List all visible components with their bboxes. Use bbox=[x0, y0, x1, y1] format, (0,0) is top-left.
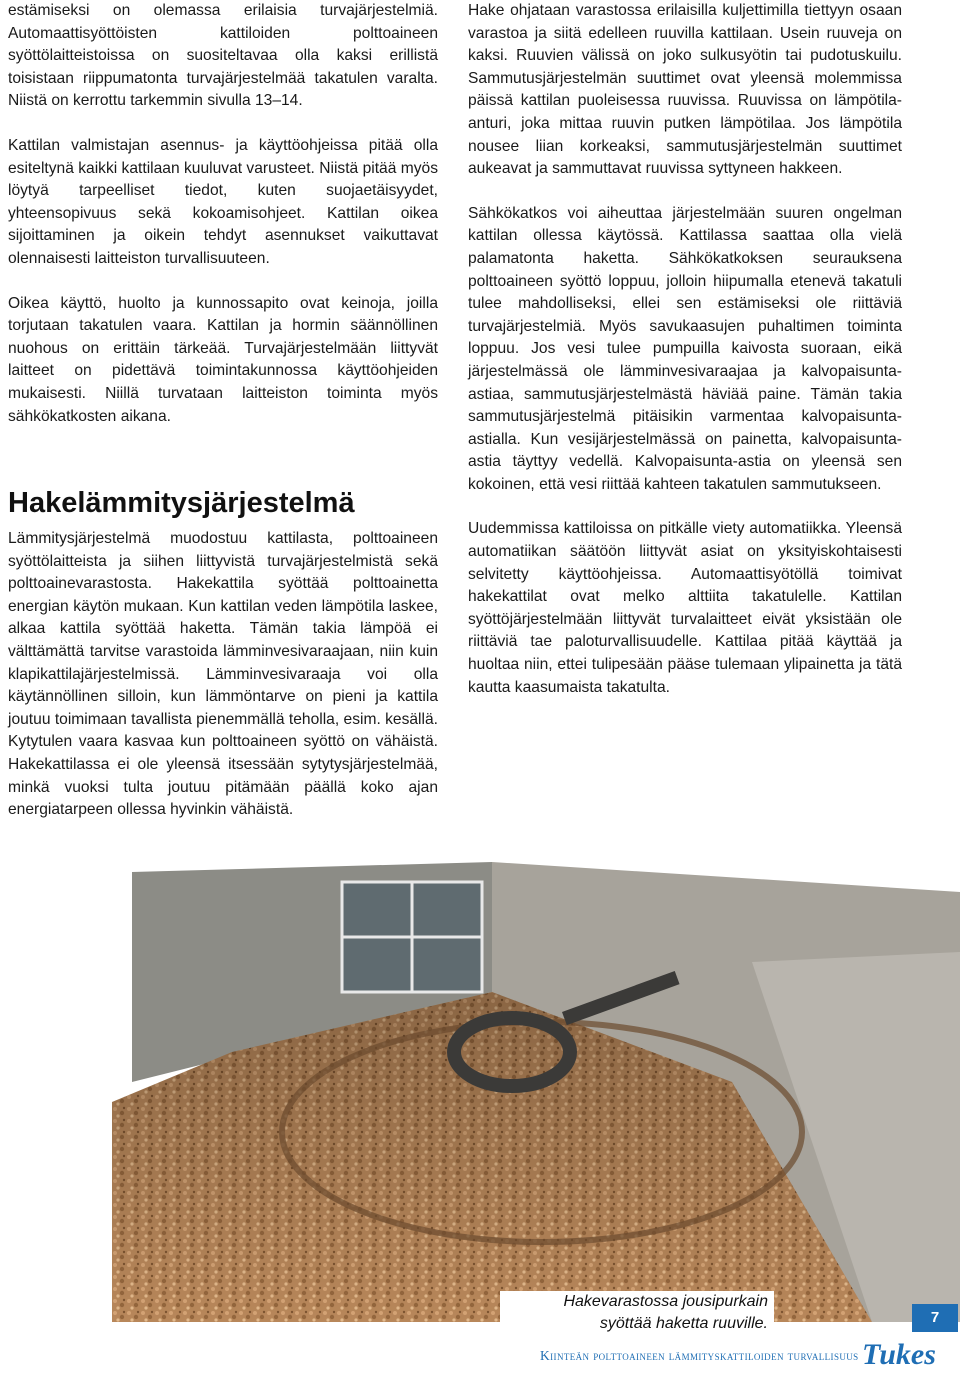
right-paragraph-1: Hake ohjataan varastossa erilaisilla kuljettimilla tiettyyn osaan varastoa ja siitä edelleen ruuvilla kattilaan. Usein ruuveja on kaksi. Ruuvien välissä on joko sulkusyötin tai pudotuskuilu. Sammutusjärjestelmän suuttimet ovat yleensä molemmissa päissä kattilan puoleisessa ruuvissa. Ruuvissa on lämpötila-anturi, joka mittaa ruuvin putken lämpötilaa. Jos lämpötila nousee liian korkeaksi, sammutusjärjestelmän suuttimet aukeavat ja sammuttavat ruuvissa syttyneen hakkeen. bbox=[468, 2, 902, 178]
left-paragraph-2: Kattilan valmistajan asennus- ja käyttöohjeissa pitää olla esiteltynä kaikki kattilaan kuuluvat varusteet. Niistä pitää myös löytyä tarpeelliset tiedot, kuten suojaetäisyydet, yhteensopivuus sekä kokoamisohjeet. Kattilan oikea sijoittaminen ja oikein tehdyt asennukset vaikuttavat olennaisesti laitteiston turvallisuuteen. bbox=[8, 136, 438, 267]
right-paragraph-3: Uudemmissa kattiloissa on pitkälle viety automatiikka. Yleensä automatiikan säätöön liittyvät asiat on yksityiskohtaisesti selvitetty käyttöohjeissa. Automaattisyötöllä toimivat hakekattilat ovat melko alttiita takatulelle. Kattilan syöttöjärjestelmään liittyvät turvalaitteet eivät yksistään ole riittäviä tae paloturvallisuudelle. Kattilaa pitää käyttää ja huoltaa niin, ettei tulipesään pääse tulemaan ylipainetta ja tätä kautta kaasumaista takatulta. bbox=[468, 520, 902, 696]
right-paragraph-2: Sähkökatkos voi aiheuttaa järjestelmään suuren ongelman kattilan ollessa käytössä. Kattilassa saattaa olla vielä palamatonta haketta. Sähkökatkoksen seurauksena polttoaineen syöttö loppuu, jolloin hiipumalla etenevä takatuli tulee mahdolliseksi, ellei sen estämiseksi ole riittäviä turvajärjestelmiä. Myös savukaasujen puhaltimen toiminta loppuu. Jos vesi tulee pumpuilla kaivosta suoraan, eikä järjestelmässä ole lämminvesivaraajaa ja kalvopaisunta-astiaa, sammutusjärjestelmästä häviää paine. Tämän takia sammutusjärjestelmä pitäisikin varmentaa kalvopaisunta-astialla. Kun vesijärjestelmässä on painetta, kalvopaisunta-astia täyttyy vedellä. Kalvopaisunta-astia on yleensä sen kokoinen, että vesi riittää kahteen takatulen sammutukseen. bbox=[468, 204, 902, 493]
caption-line-1: Hakevarastossa jousipurkain bbox=[563, 1293, 768, 1310]
section-heading: Hakelämmitysjärjestelmä bbox=[8, 487, 355, 520]
left-paragraph-4: Lämmitysjärjestelmä muodostuu kattilasta, polttoaineen syöttölaitteista ja siihen liittyvistä turvajärjestelmistä sekä polttoainevarastosta. Hakekattila syöttää polttoainetta energian käytön mukaan. Kun kattilan veden lämpötila laskee, alkaa kattila syöttää haketta. Tämän takia lämpöä ei välttämättä tarvitse varastoida lämminvesivaraajaan, niin kuin klapikattilajärjestelmissä. Lämminvesivaraaja voi olla käytännöllinen silloin, kun lämmöntarve on pieni ja kattila joutuu toimimaan tavallista pienemmällä teholla, esim. kesällä. Kytytulen vaara kasvaa kun polttoaineen syöttö on vähäistä. Hakekattilassa ei ole yleensä itsessään sytytysjärjestelmää, minkä vuoksi tulta joutuu pitämään päällä koko ajan energiatarpeen ollessa hyvinkin vähäistä. bbox=[8, 530, 438, 819]
tukes-logo-text: Tukes bbox=[862, 1338, 936, 1371]
tukes-logo bbox=[860, 1336, 958, 1372]
footer-title: Kiinteän polttoaineen lämmityskattiloiden turvallisuus bbox=[540, 1348, 859, 1363]
left-paragraph-3: Oikea käyttö, huolto ja kunnossapito ovat keinoja, joilla torjutaan takatulen vaara. Kattilan ja hormin säännöllinen nuohous on erittäin tärkeää. Turvajärjestelmään liittyvät laitteet on pidettävä toimintakunnossa käyttöohjeiden mukaisesti. Niillä turvataan laitteiston toiminta myös sähkökatkosten aikana. bbox=[8, 294, 438, 425]
left-column bbox=[8, 0, 438, 844]
left-paragraph-1: estämiseksi on olemassa erilaisia turvajärjestelmiä. Automaattisyöttöisten kattiloiden polttoaineen syöttölaitteistoissa on suositeltavaa olla kaksi erillistä toisistaan riippumatonta turvajärjestelmää takatulen varalta. Niistä on kerrottu tarkemmin sivulla 13–14. bbox=[8, 2, 438, 110]
page-number: 7 bbox=[912, 1304, 958, 1332]
photo-caption bbox=[500, 1291, 774, 1337]
caption-line-2: syöttää haketta ruuville. bbox=[599, 1315, 768, 1332]
storage-photo bbox=[112, 842, 960, 1322]
right-column bbox=[468, 0, 902, 721]
